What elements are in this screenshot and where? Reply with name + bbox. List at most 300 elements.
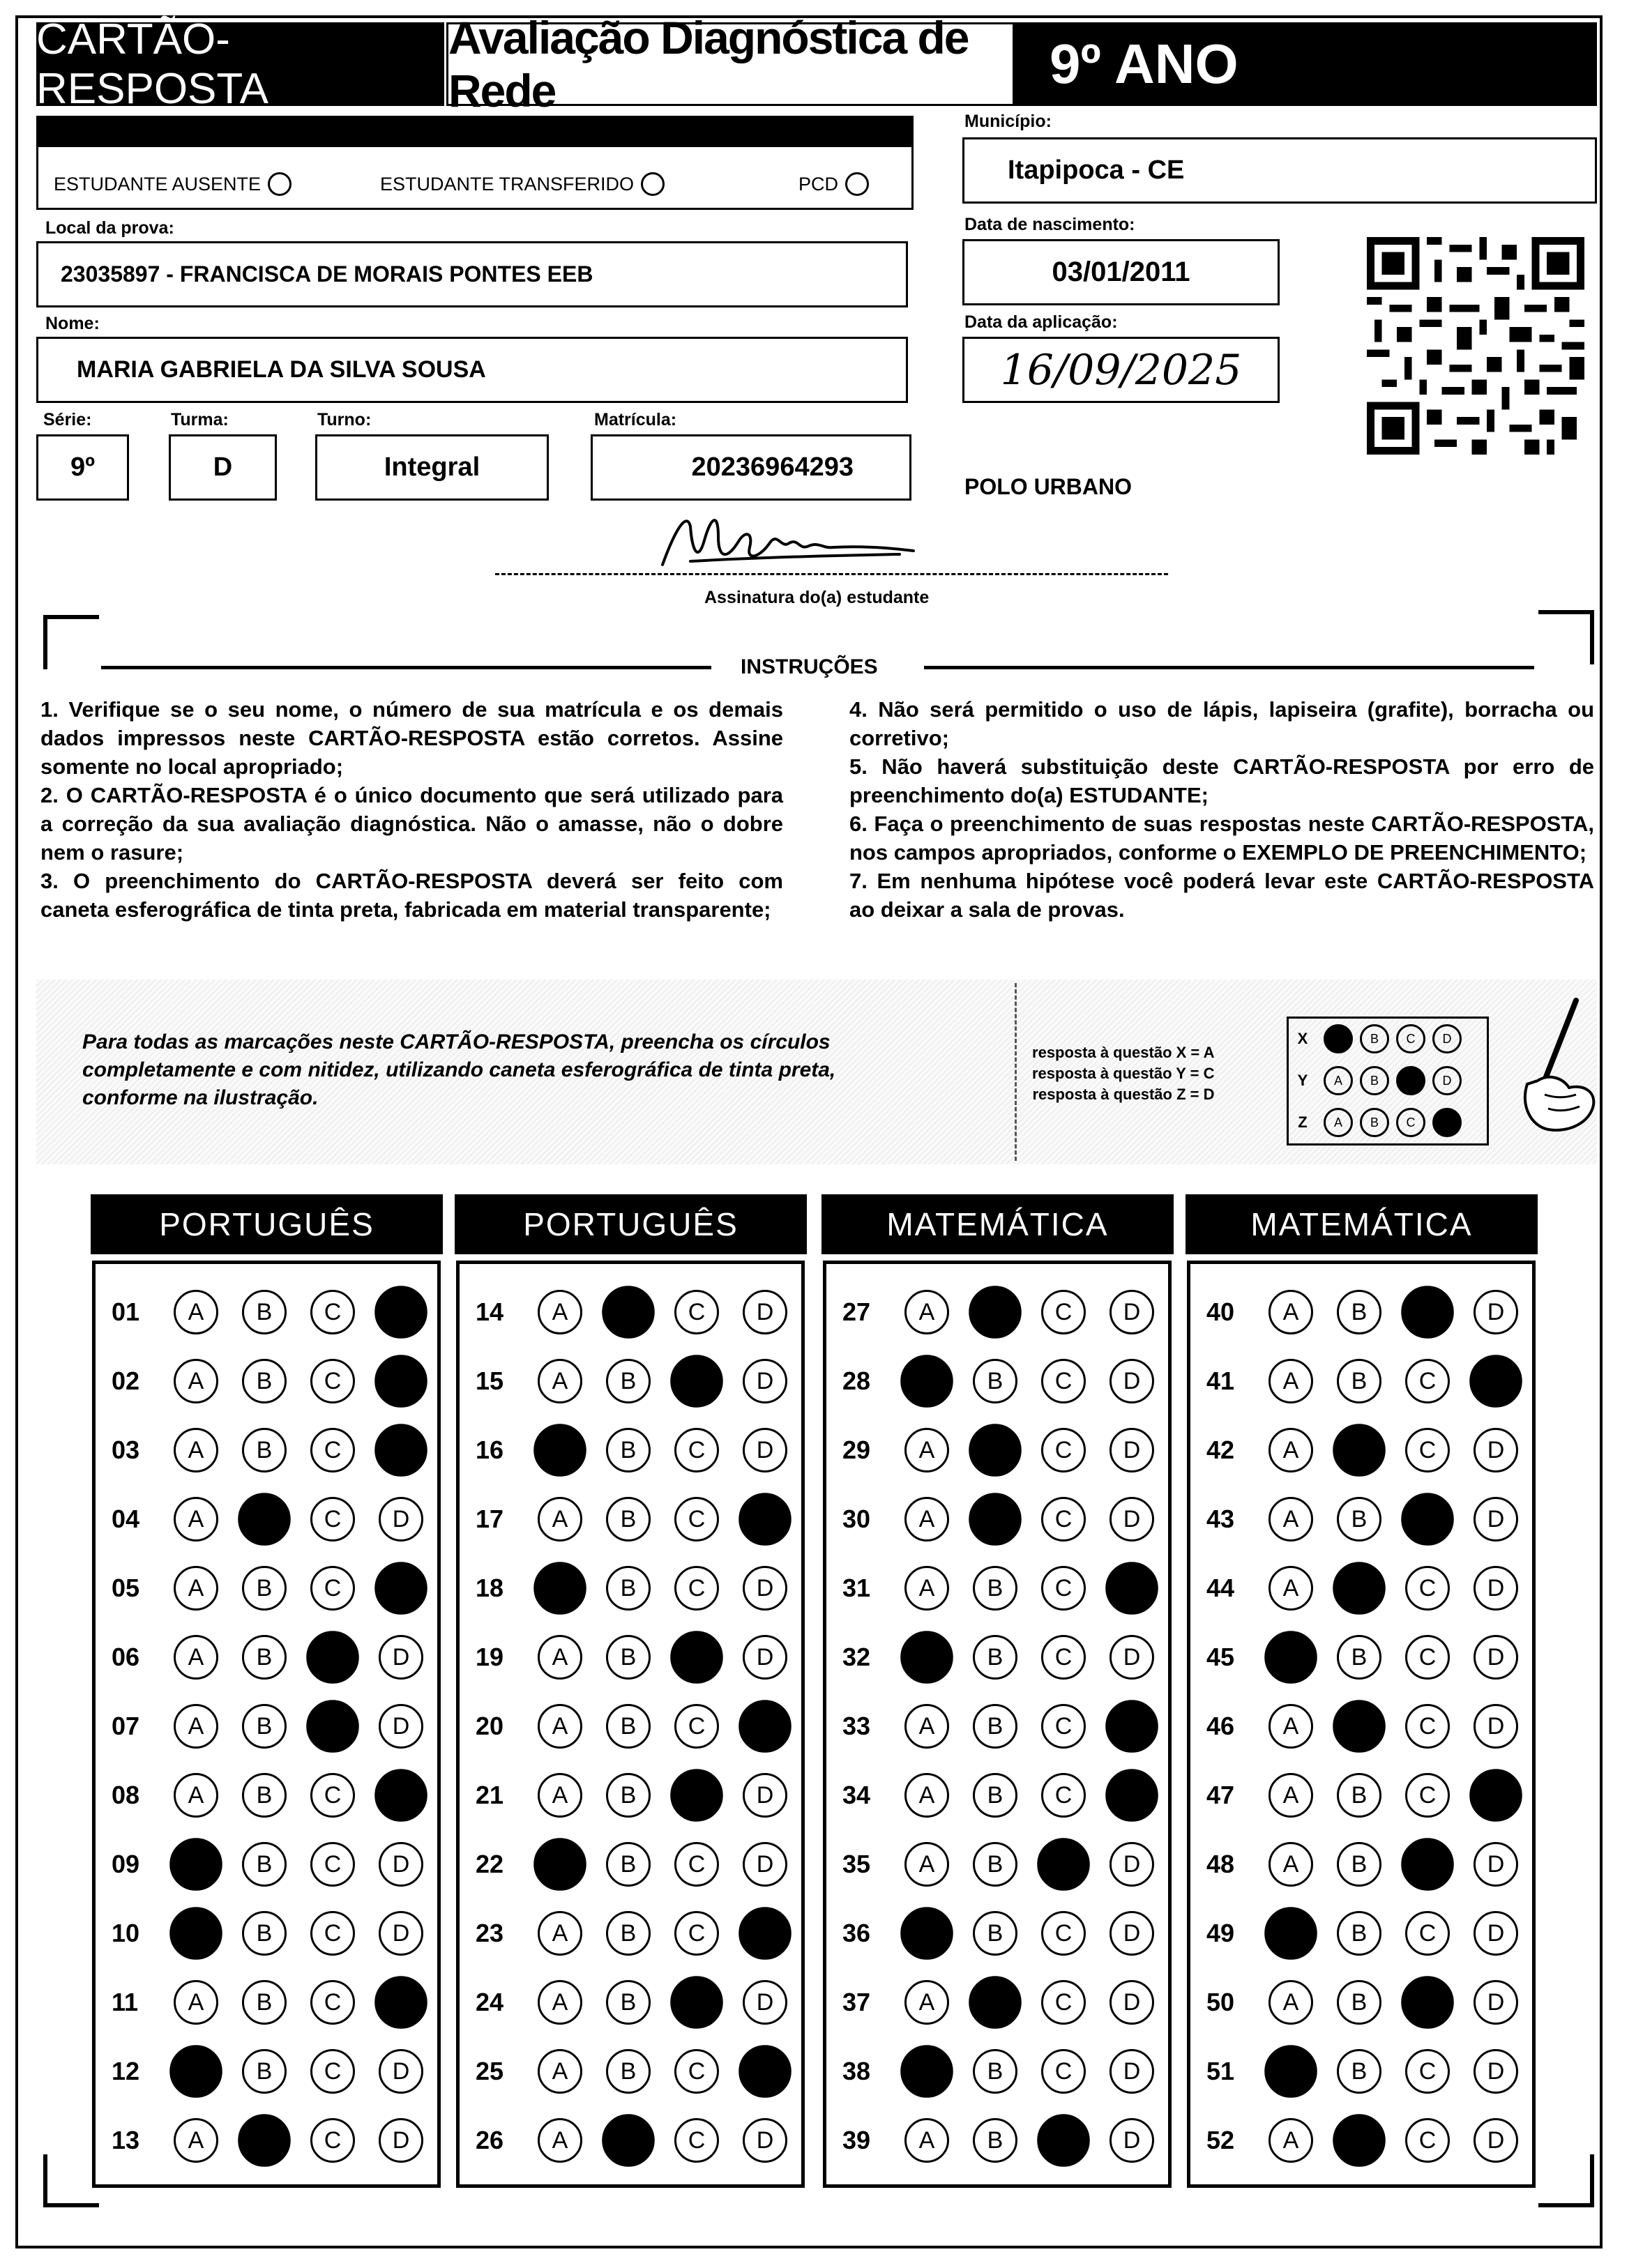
answer-row	[112, 2113, 423, 2168]
answer-bubble-c[interactable]: C	[1405, 1635, 1450, 1680]
answer-bubble-b[interactable]: B	[1337, 1635, 1381, 1680]
answer-bubble-a[interactable]: A	[1268, 1980, 1313, 2025]
answer-bubble-c[interactable]: C	[674, 1704, 719, 1749]
answer-bubble-d[interactable]: D	[1474, 1911, 1518, 1956]
answer-bubble-a[interactable]: A	[174, 2118, 218, 2163]
answer-bubble-c[interactable]: C	[310, 2118, 355, 2163]
answer-bubble-a[interactable]: A	[1268, 1359, 1313, 1403]
answer-bubble-a[interactable]: A	[1268, 1497, 1313, 1542]
answer-bubble-b[interactable]: B	[1337, 1842, 1381, 1887]
answer-bubble-b[interactable]	[1333, 1424, 1386, 1477]
pcd-label: PCD	[798, 173, 839, 195]
answer-bubble-b[interactable]: B	[242, 1911, 287, 1956]
answer-row	[112, 1905, 423, 1961]
question-number: 24	[476, 1988, 504, 2016]
answer-row	[476, 1284, 787, 1340]
answer-bubble-c[interactable]	[1401, 1493, 1454, 1546]
answer-bubble-b[interactable]: B	[606, 1980, 651, 2025]
answer-bubble-a[interactable]: A	[904, 1980, 949, 2025]
answer-bubble-d[interactable]: D	[743, 1980, 787, 2025]
answer-bubble-b[interactable]	[969, 1424, 1022, 1477]
answer-bubble-a[interactable]: A	[904, 1428, 949, 1472]
answer-bubble-b[interactable]: B	[606, 1635, 651, 1680]
answer-bubble-d[interactable]: D	[379, 1704, 423, 1749]
answer-bubble-b[interactable]: B	[242, 1980, 287, 2025]
answer-bubble-a[interactable]: A	[538, 1911, 582, 1956]
answer-bubble-b[interactable]: B	[606, 1497, 651, 1542]
applicator-header-bar	[38, 118, 911, 147]
answer-row	[1206, 1491, 1518, 1547]
answer-bubble-c[interactable]: C	[1041, 1980, 1086, 2025]
instructions-left	[40, 695, 783, 924]
answer-bubble-b[interactable]	[238, 1493, 291, 1546]
answer-bubble-a[interactable]: A	[174, 1980, 218, 2025]
answer-row	[476, 1629, 787, 1685]
question-number: 40	[1206, 1297, 1235, 1326]
answer-bubble-b[interactable]: B	[973, 2118, 1017, 2163]
answer-bubble-d[interactable]: D	[1109, 1359, 1154, 1403]
answer-bubble-b[interactable]	[238, 2114, 291, 2167]
answer-bubble-a[interactable]: A	[538, 1497, 582, 1542]
answer-bubble-d[interactable]	[374, 1562, 427, 1615]
answer-bubble-a[interactable]: A	[538, 1980, 582, 2025]
example-bubble-c: C	[1396, 1108, 1425, 1137]
answer-bubble-b[interactable]: B	[242, 1704, 287, 1749]
answer-bubble-c[interactable]: C	[674, 1911, 719, 1956]
answer-bubble-d[interactable]: D	[379, 1911, 423, 1956]
answer-bubble-c[interactable]	[1401, 1838, 1454, 1891]
answer-row	[112, 1422, 423, 1478]
answer-bubble-b[interactable]: B	[1337, 1359, 1381, 1403]
absent-bubble[interactable]	[268, 172, 291, 196]
example-divider	[1015, 983, 1017, 1161]
example-bubble-a: A	[1324, 1066, 1353, 1095]
answer-bubble-c[interactable]	[670, 1355, 723, 1408]
answer-row	[112, 1491, 423, 1547]
answer-bubble-a[interactable]	[900, 1907, 953, 1960]
answer-bubble-c[interactable]: C	[310, 1359, 355, 1403]
answer-bubble-c[interactable]: C	[1041, 1635, 1086, 1680]
answer-bubble-c[interactable]: C	[674, 2118, 719, 2163]
answer-row	[1206, 1974, 1518, 2030]
answer-bubble-a[interactable]: A	[1268, 1566, 1313, 1611]
matricula-label: Matrícula:	[594, 410, 677, 429]
answer-bubble-a[interactable]: A	[538, 1635, 582, 1680]
answer-bubble-d[interactable]: D	[1474, 1842, 1518, 1887]
instructions-rule	[924, 666, 1534, 669]
answer-bubble-d[interactable]: D	[1474, 1290, 1518, 1334]
question-number: 31	[842, 1574, 871, 1602]
answer-bubble-d[interactable]: D	[743, 1842, 787, 1887]
answer-bubble-c[interactable]: C	[1041, 1428, 1086, 1472]
answer-bubble-c[interactable]: C	[310, 2049, 355, 2094]
answer-bubble-b[interactable]: B	[1337, 2049, 1381, 2094]
answer-bubble-a[interactable]: A	[904, 1290, 949, 1334]
grade-title: 9º ANO	[1015, 22, 1597, 106]
answer-bubble-a[interactable]	[1264, 1907, 1317, 1960]
answer-bubble-a[interactable]: A	[904, 2118, 949, 2163]
answer-bubble-d[interactable]: D	[1474, 2049, 1518, 2094]
answer-bubble-c[interactable]: C	[310, 1980, 355, 2025]
answer-bubble-a[interactable]: A	[174, 1359, 218, 1403]
answer-row	[842, 1836, 1154, 1892]
answer-bubble-a[interactable]	[533, 1838, 586, 1891]
question-number: 19	[476, 1643, 504, 1671]
turma-label: Turma:	[171, 410, 229, 429]
answer-bubble-c[interactable]: C	[1405, 1911, 1450, 1956]
answer-bubble-c[interactable]: C	[674, 2049, 719, 2094]
answer-bubble-a[interactable]: A	[904, 1773, 949, 1818]
answer-row	[1206, 1353, 1518, 1409]
answer-bubble-c[interactable]: C	[1041, 1911, 1086, 1956]
answer-bubble-d[interactable]: D	[1109, 1911, 1154, 1956]
answer-bubble-b[interactable]: B	[242, 1773, 287, 1818]
answer-bubble-c[interactable]: C	[310, 1842, 355, 1887]
answer-bubble-d[interactable]: D	[379, 2049, 423, 2094]
answer-bubble-c[interactable]: C	[674, 1290, 719, 1334]
answer-row	[1206, 1905, 1518, 1961]
answer-bubble-c[interactable]: C	[1041, 2049, 1086, 2094]
answer-bubble-d[interactable]: D	[743, 2118, 787, 2163]
answer-bubble-d[interactable]	[1105, 1562, 1158, 1615]
answer-bubble-d[interactable]: D	[1474, 1635, 1518, 1680]
answer-bubble-d[interactable]: D	[1109, 1428, 1154, 1472]
answer-bubble-a[interactable]: A	[904, 1497, 949, 1542]
example-legend-item: resposta à questão X = A	[1032, 1044, 1215, 1061]
answer-bubble-d[interactable]: D	[1109, 1290, 1154, 1334]
answer-bubble-b[interactable]: B	[973, 1911, 1017, 1956]
subject-header: MATEMÁTICA	[1186, 1194, 1538, 1254]
question-number: 36	[842, 1919, 871, 1947]
example-bubble-d: D	[1432, 1024, 1462, 1053]
answer-bubble-a[interactable]	[533, 1562, 586, 1615]
answer-bubble-a[interactable]	[1264, 2045, 1317, 2098]
answer-bubble-d[interactable]: D	[743, 1290, 787, 1334]
answer-bubble-b[interactable]: B	[1337, 1980, 1381, 2025]
answer-bubble-c[interactable]: C	[1041, 1290, 1086, 1334]
answer-bubble-d[interactable]	[739, 2045, 792, 2098]
example-bubble-c: C	[1396, 1024, 1425, 1053]
answer-bubble-d[interactable]	[739, 1907, 792, 1960]
question-number: 20	[476, 1712, 504, 1740]
answer-bubble-c[interactable]: C	[1405, 2049, 1450, 2094]
answer-bubble-c[interactable]	[306, 1631, 359, 1684]
answer-bubble-b[interactable]: B	[242, 1842, 287, 1887]
answer-bubble-d[interactable]: D	[743, 1359, 787, 1403]
answer-bubble-b[interactable]: B	[973, 2049, 1017, 2094]
answer-bubble-b[interactable]: B	[606, 1773, 651, 1818]
answer-bubble-c[interactable]: C	[310, 1911, 355, 1956]
answer-bubble-c[interactable]: C	[1041, 1497, 1086, 1542]
answer-bubble-b[interactable]	[969, 1493, 1022, 1546]
answer-bubble-b[interactable]	[1333, 2114, 1386, 2167]
answer-bubble-d[interactable]: D	[1474, 1497, 1518, 1542]
answer-bubble-a[interactable]: A	[1268, 1290, 1313, 1334]
answer-bubble-b[interactable]: B	[973, 1566, 1017, 1611]
answer-bubble-d[interactable]	[374, 1976, 427, 2029]
answer-bubble-b[interactable]: B	[606, 1566, 651, 1611]
nascimento-value: 03/01/2011	[962, 239, 1280, 305]
answer-bubble-a[interactable]: A	[174, 1566, 218, 1611]
answer-row	[112, 1974, 423, 2030]
answer-bubble-d[interactable]	[1469, 1769, 1522, 1822]
answer-bubble-d[interactable]	[1105, 1769, 1158, 1822]
answer-bubble-a[interactable]: A	[174, 1704, 218, 1749]
answer-bubble-a[interactable]	[900, 1355, 953, 1408]
question-number: 16	[476, 1436, 504, 1464]
answer-bubble-b[interactable]: B	[1337, 1290, 1381, 1334]
answer-bubble-b[interactable]: B	[973, 1704, 1017, 1749]
turma-value: D	[169, 434, 277, 501]
answer-row	[476, 1698, 787, 1754]
answer-bubble-c[interactable]: C	[1041, 1773, 1086, 1818]
answer-bubble-a[interactable]: A	[538, 2118, 582, 2163]
answer-bubble-d[interactable]	[1469, 1355, 1522, 1408]
corner-mark	[1538, 2203, 1594, 2207]
answer-bubble-a[interactable]: A	[538, 1773, 582, 1818]
answer-bubble-d[interactable]	[374, 1769, 427, 1822]
answer-bubble-b[interactable]: B	[606, 1911, 651, 1956]
answer-bubble-b[interactable]: B	[242, 1566, 287, 1611]
card-title: CARTÃO-RESPOSTA	[36, 22, 444, 106]
answer-bubble-c[interactable]: C	[1405, 2118, 1450, 2163]
answer-bubble-d[interactable]	[374, 1424, 427, 1477]
question-number: 21	[476, 1781, 504, 1809]
answer-row	[476, 1560, 787, 1616]
answer-bubble-a[interactable]: A	[904, 1566, 949, 1611]
serie-value: 9º	[36, 434, 129, 501]
answer-bubble-a[interactable]: A	[174, 1497, 218, 1542]
answer-bubble-c[interactable]: C	[1405, 1704, 1450, 1749]
qr-code	[1367, 237, 1584, 455]
answer-bubble-d[interactable]: D	[1474, 1980, 1518, 2025]
answer-bubble-a[interactable]	[900, 2045, 953, 2098]
answer-bubble-c[interactable]: C	[1405, 1428, 1450, 1472]
answer-bubble-d[interactable]: D	[1474, 1704, 1518, 1749]
answer-bubble-a[interactable]: A	[1268, 1842, 1313, 1887]
answer-bubble-c[interactable]	[670, 1631, 723, 1684]
question-number: 41	[1206, 1367, 1235, 1395]
answer-bubble-b[interactable]: B	[606, 1428, 651, 1472]
answer-bubble-c[interactable]	[1401, 1286, 1454, 1339]
answer-bubble-d[interactable]: D	[743, 1773, 787, 1818]
answer-bubble-b[interactable]: B	[242, 2049, 287, 2094]
answer-bubble-c[interactable]: C	[674, 1566, 719, 1611]
answer-bubble-c[interactable]: C	[674, 1842, 719, 1887]
answer-bubble-c[interactable]: C	[310, 1773, 355, 1818]
answer-bubble-a[interactable]	[169, 2045, 222, 2098]
answer-bubble-c[interactable]: C	[1405, 1359, 1450, 1403]
question-number: 37	[842, 1988, 871, 2016]
subject-header: PORTUGUÊS	[91, 1194, 443, 1254]
answer-bubble-a[interactable]: A	[904, 1842, 949, 1887]
answer-bubble-c[interactable]: C	[310, 1566, 355, 1611]
answer-bubble-b[interactable]: B	[606, 2049, 651, 2094]
answer-bubble-a[interactable]: A	[174, 1428, 218, 1472]
question-number: 51	[1206, 2057, 1235, 2085]
answer-bubble-a[interactable]: A	[1268, 1773, 1313, 1818]
question-number: 27	[842, 1297, 871, 1326]
answer-bubble-d[interactable]: D	[1109, 1635, 1154, 1680]
answer-bubble-c[interactable]: C	[674, 1497, 719, 1542]
example-row-label: Z	[1298, 1113, 1308, 1131]
answer-bubble-a[interactable]: A	[538, 1359, 582, 1403]
answer-bubble-a[interactable]: A	[904, 1704, 949, 1749]
example-bubble-b: B	[1360, 1024, 1389, 1053]
answer-bubble-c[interactable]	[670, 1769, 723, 1822]
answer-bubble-a[interactable]: A	[1268, 1704, 1313, 1749]
answer-bubble-a[interactable]: A	[174, 1635, 218, 1680]
question-number: 05	[112, 1574, 140, 1602]
instruction-item: 3. O preenchimento do CARTÃO-RESPOSTA deverá ser feito com caneta esferográfica de tinta preta, fabricada em material transparente;	[40, 869, 783, 922]
answer-bubble-c[interactable]: C	[310, 1290, 355, 1334]
answer-bubble-c[interactable]: C	[1041, 1359, 1086, 1403]
answer-bubble-c[interactable]: C	[1041, 1704, 1086, 1749]
answer-bubble-a[interactable]	[900, 1631, 953, 1684]
answer-row	[1206, 1560, 1518, 1616]
transferred-bubble[interactable]	[641, 172, 665, 196]
question-number: 39	[842, 2126, 871, 2154]
answer-bubble-b[interactable]: B	[973, 1773, 1017, 1818]
answer-bubble-d[interactable]: D	[379, 1842, 423, 1887]
answer-bubble-d[interactable]: D	[743, 1428, 787, 1472]
answer-bubble-b[interactable]: B	[242, 1359, 287, 1403]
answer-bubble-b[interactable]: B	[973, 1635, 1017, 1680]
question-number: 02	[112, 1367, 140, 1395]
nascimento-label: Data de nascimento:	[964, 215, 1135, 234]
corner-mark	[43, 2154, 47, 2207]
answer-bubble-b[interactable]	[1333, 1700, 1386, 1753]
answer-bubble-b[interactable]: B	[606, 1704, 651, 1749]
answer-bubble-b[interactable]: B	[973, 1842, 1017, 1887]
instruction-item: 4. Não será permitido o uso de lápis, lapiseira (grafite), borracha ou corretivo;	[849, 697, 1594, 750]
answer-bubble-b[interactable]: B	[606, 1359, 651, 1403]
instructions-right	[849, 695, 1594, 924]
instructions-title: INSTRUÇÕES	[741, 655, 878, 678]
question-number: 48	[1206, 1850, 1235, 1878]
answer-bubble-b[interactable]: B	[1337, 1497, 1381, 1542]
signature-label: Assinatura do(a) estudante	[704, 588, 930, 607]
question-number: 26	[476, 2126, 504, 2154]
answer-bubble-c[interactable]: C	[310, 1497, 355, 1542]
answer-bubble-a[interactable]: A	[538, 1704, 582, 1749]
answer-bubble-d[interactable]: D	[379, 1497, 423, 1542]
answer-bubble-c[interactable]	[1037, 1838, 1090, 1891]
answer-bubble-d[interactable]	[374, 1286, 427, 1339]
question-number: 10	[112, 1919, 140, 1947]
hand-pen-illustration	[1478, 994, 1597, 1147]
local-label: Local da prova:	[45, 218, 174, 238]
answer-row	[1206, 1836, 1518, 1892]
answer-bubble-d[interactable]	[739, 1493, 792, 1546]
answer-row	[842, 1974, 1154, 2030]
answer-row	[1206, 1284, 1518, 1340]
answer-bubble-d[interactable]: D	[379, 2118, 423, 2163]
answer-bubble-d[interactable]: D	[1109, 1980, 1154, 2025]
answer-bubble-b[interactable]: B	[973, 1359, 1017, 1403]
answer-bubble-a[interactable]	[533, 1424, 586, 1477]
answer-bubble-b[interactable]: B	[1337, 1911, 1381, 1956]
answer-bubble-d[interactable]: D	[1474, 1566, 1518, 1611]
answer-bubble-d[interactable]: D	[743, 1566, 787, 1611]
question-number: 14	[476, 1297, 504, 1326]
answer-row	[842, 1422, 1154, 1478]
answer-row	[476, 1974, 787, 2030]
answer-row	[842, 1905, 1154, 1961]
answer-bubble-c[interactable]: C	[1405, 1773, 1450, 1818]
example-bubble-b: B	[1360, 1108, 1389, 1137]
answer-bubble-d[interactable]: D	[1474, 2118, 1518, 2163]
serie-label: Série:	[43, 410, 92, 429]
answer-bubble-c[interactable]: C	[310, 1428, 355, 1472]
answer-bubble-d[interactable]: D	[1109, 2118, 1154, 2163]
answer-bubble-c[interactable]: C	[1405, 1566, 1450, 1611]
answer-bubble-d[interactable]	[1105, 1700, 1158, 1753]
answer-bubble-d[interactable]: D	[743, 1635, 787, 1680]
answer-bubble-c[interactable]	[1037, 2114, 1090, 2167]
answer-row	[476, 1767, 787, 1823]
answer-bubble-b[interactable]: B	[606, 1842, 651, 1887]
answer-bubble-d[interactable]: D	[379, 1635, 423, 1680]
question-number: 42	[1206, 1436, 1235, 1464]
answer-bubble-a[interactable]	[169, 1907, 222, 1960]
answer-row	[112, 1560, 423, 1616]
aplicacao-value[interactable]: 16/09/2025	[962, 337, 1280, 403]
answer-bubble-a[interactable]: A	[538, 1290, 582, 1334]
answer-bubble-d[interactable]: D	[1109, 1842, 1154, 1887]
answer-bubble-d[interactable]	[374, 1355, 427, 1408]
question-number: 28	[842, 1367, 871, 1395]
answer-bubble-b[interactable]	[602, 1286, 655, 1339]
answer-bubble-a[interactable]	[1264, 1631, 1317, 1684]
subject-header: MATEMÁTICA	[821, 1194, 1174, 1254]
answer-bubble-c[interactable]	[306, 1700, 359, 1753]
answer-bubble-c[interactable]	[1401, 1976, 1454, 2029]
answer-bubble-d[interactable]: D	[1474, 1428, 1518, 1472]
answer-bubble-b[interactable]	[602, 2114, 655, 2167]
answer-bubble-c[interactable]	[670, 1976, 723, 2029]
answer-row	[842, 1353, 1154, 1409]
aplicacao-label: Data da aplicação:	[964, 312, 1118, 332]
answer-bubble-c[interactable]: C	[1041, 1566, 1086, 1611]
pcd-bubble[interactable]	[845, 172, 869, 196]
signature-line	[495, 573, 1168, 575]
answer-bubble-b[interactable]	[969, 1286, 1022, 1339]
answer-bubble-d[interactable]: D	[1109, 1497, 1154, 1542]
question-number: 15	[476, 1367, 504, 1395]
example-legend-item: resposta à questão Y = C	[1032, 1065, 1215, 1082]
answer-bubble-b[interactable]: B	[242, 1635, 287, 1680]
answer-bubble-a[interactable]: A	[538, 2049, 582, 2094]
answer-bubble-b[interactable]	[969, 1976, 1022, 2029]
question-number: 33	[842, 1712, 871, 1740]
answer-bubble-a[interactable]: A	[174, 1773, 218, 1818]
answer-bubble-a[interactable]: A	[174, 1290, 218, 1334]
question-number: 17	[476, 1505, 504, 1533]
answer-bubble-b[interactable]: B	[242, 1428, 287, 1472]
answer-bubble-c[interactable]: C	[674, 1428, 719, 1472]
answer-bubble-b[interactable]	[1333, 1562, 1386, 1615]
instruction-item: 2. O CARTÃO-RESPOSTA é o único documento que será utilizado para a correção da sua avaliação diagnóstica. Não o amasse, não o dobre nem o rasure;	[40, 783, 783, 865]
answer-bubble-a[interactable]: A	[1268, 2118, 1313, 2163]
answer-row	[476, 1491, 787, 1547]
answer-bubble-a[interactable]: A	[1268, 1428, 1313, 1472]
answer-bubble-d[interactable]	[739, 1700, 792, 1753]
answer-bubble-b[interactable]: B	[1337, 1773, 1381, 1818]
answer-bubble-d[interactable]: D	[1109, 2049, 1154, 2094]
answer-bubble-a[interactable]	[169, 1838, 222, 1891]
answer-bubble-b[interactable]: B	[242, 1290, 287, 1334]
